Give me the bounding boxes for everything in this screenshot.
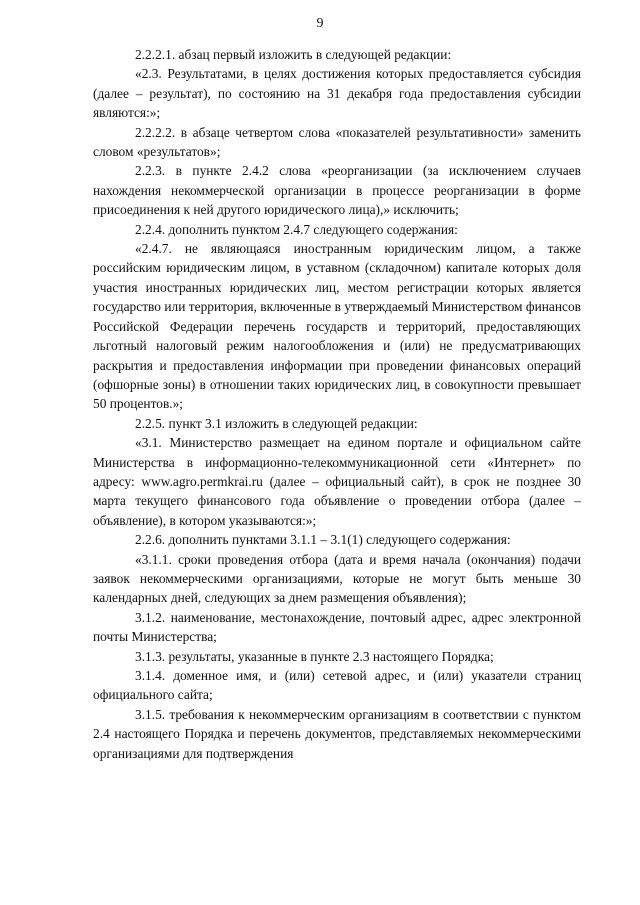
paragraph: 2.2.5. пункт 3.1 изложить в следующей редакции: xyxy=(135,415,418,431)
paragraph: 2.2.2.2. в абзаце четвертом слова «показателей результативности» заменить словом «результатов»; xyxy=(93,124,581,160)
paragraph: 3.1.4. доменное имя, и (или) сетевой адрес, и (или) указатели страниц официального сайта; xyxy=(93,668,581,703)
paragraph: «3.1. Министерство размещает на едином портале и официальном сайте Министерства в информационно-телекоммуникационной сети «Интернет» по адресу: www.agro.permkrai.ru (далее – официальный сайт), в срок не позднее 30 марта текущего финансового года объявление о проведении отбора (далее – объявление), в котором указываются:»; xyxy=(93,435,581,528)
paragraph: 3.1.3. результаты, указанные в пункте 2.3 настоящего Порядка; xyxy=(135,648,494,664)
paragraph: 2.2.3. в пункте 2.4.2 слова «реорганизации (за исключением случаев нахождения некоммерческой организации в процессе реорганизации в форме присоединения к ней другого юридического лица),» исключить; xyxy=(93,163,581,218)
paragraph: 2.2.2.1. абзац первый изложить в следующей редакции: xyxy=(135,47,452,62)
page-number: 9 xyxy=(316,16,324,31)
paragraph: 3.1.5. требования к некоммерческим организациям в соответствии с пунктом 2.4 настоящего Порядка и перечень документов, представляемых некоммерческими организациями для подтверждения xyxy=(93,706,581,761)
paragraph: «2.4.7. не являющаяся иностранным юридическим лицом, а также российским юридическим лицом, в уставном (складочном) капитале которых доля участия иностранных юридических лиц, местом регистрации которых является государство или территория, включенные в утверждаемый Министерством финансов Российской Федерации перечень государств и территорий, предоставляющих льготный налоговый режим налогообложения и (или) не предусматривающих раскрытия и предоставления информации при проведении финансовых операций (офшорные зоны) в отношении таких юридических лиц, в совокупности превышает 50 процентов.»; xyxy=(93,241,581,412)
paragraph: 3.1.2. наименование, местонахождение, почтовый адрес, адрес электронной почты Министерства; xyxy=(93,609,581,645)
paragraph: 2.2.6. дополнить пунктами 3.1.1 – 3.1(1) следующего содержания: xyxy=(135,532,511,548)
paragraph: «3.1.1. сроки проведения отбора (дата и время начала (окончания) подачи заявок некоммерческими организациями, которые не могут быть меньше 30 календарных дней, следующих за днем размещения объявления); xyxy=(93,551,581,606)
document-body xyxy=(93,45,581,763)
paragraph: 2.2.4. дополнить пунктом 2.4.7 следующего содержания: xyxy=(135,221,458,237)
paragraph: «2.3. Результатами, в целях достижения которых предоставляется субсидия (далее – результат), по состоянию на 31 декабря года предоставления субсидии являются:»; xyxy=(93,66,581,121)
